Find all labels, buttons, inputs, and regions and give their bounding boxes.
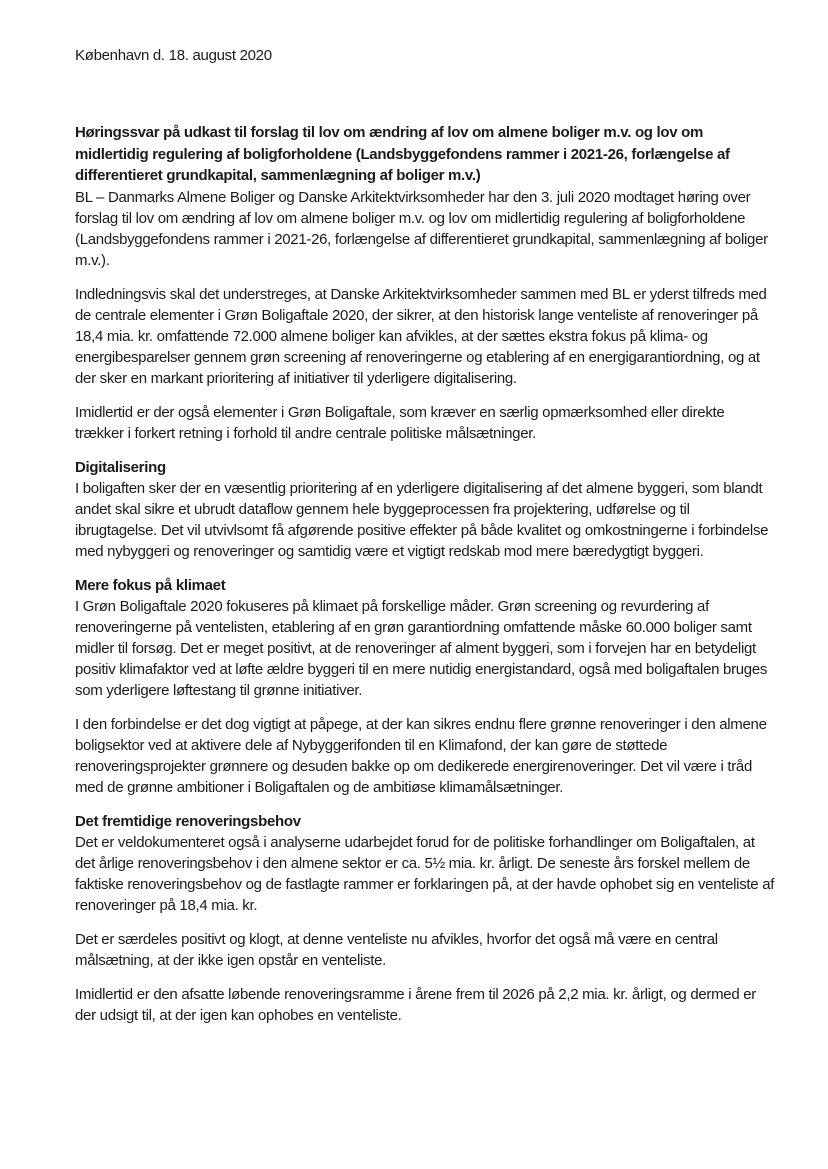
section-paragraph: Imidlertid er den afsatte løbende renoveringsramme i årene frem til 2026 på 2,2 mia. kr. årligt, og dermed er der udsigt til, at der igen kan ophobes en venteliste. — [75, 985, 756, 1024]
lead-paragraph: Indledningsvis skal det understreges, at Danske Arkitektvirksomheder sammen med BL er yderst tilfreds med de centrale elementer i Grøn Boligaftale 2020, der sikrer, at den historisk lange venteliste af renoveringer på 18,4 mia. kr. omfattende 72.000 almene boliger kan afvikles, at der sættes ekstra fokus på klima- og energibesparelser gennem grøn screening af renoveringerne og etablering af en energigarantiordning, og at der sker en markant prioritering af initiativer til yderligere digitalisering. — [75, 285, 767, 387]
section-heading: Mere fokus på klimaet — [75, 576, 226, 594]
section-klimaet — [75, 575, 775, 798]
section-paragraph: Det er særdeles positivt og klogt, at denne venteliste nu afvikles, hvorfor det også må være en central målsætning, at der ikke igen opstår en venteliste. — [75, 930, 718, 969]
document-title: Høringssvar på udkast til forslag til lov om ændring af lov om almene boliger m.v. og lov om midlertidig regulering af boligforholdene (Landsbyggefondens rammer i 2021-26, forlængelse af differentieret grundkapital, sammenlægning af boliger m.v.) — [75, 124, 730, 184]
section-paragraph: I boligaften sker der en væsentlig prioritering af en yderligere digitalisering af det almene byggeri, som blandt andet skal sikre et ubrudt dataflow gennem hele byggeprocessen fra projektering, udførelse og til ibrugtagelse. Det vil utvivlsomt få afgørende positive effekter på både kvalitet og omkostningerne i forbindelse med nybyggeri og renoveringer og samtidig være et vigtigt redskab mod mere bæredygtigt byggeri. — [75, 479, 769, 560]
section-digitalisering — [75, 457, 775, 562]
date-line: København d. 18. august 2020 — [75, 47, 272, 64]
document-content — [75, 45, 775, 1039]
section-heading: Det fremtidige renoveringsbehov — [75, 812, 301, 830]
intro-paragraph: BL – Danmarks Almene Boliger og Danske Arkitektvirksomheder har den 3. juli 2020 modtaget høring over forslag til lov om ændring af lov om almene boliger m.v. og lov om midlertidig regulering af boligforholdene (Landsbyggefondens rammer i 2021-26, forlængelse af differentieret grundkapital, sammenlægning af boliger m.v.). — [75, 188, 768, 269]
lead-paragraph: Imidlertid er der også elementer i Grøn Boligaftale, som kræver en særlig opmærksomhed eller direkte trækker i forkert retning i forhold til andre centrale politiske målsætninger. — [75, 403, 725, 442]
section-renoveringsbehov — [75, 811, 775, 1026]
section-paragraph: Det er veldokumenteret også i analyserne udarbejdet forud for de politiske forhandlinger om Boligaftalen, at det årlige renoveringsbehov i den almene sektor er ca. 5½ mia. kr. årligt. De seneste års forskel mellem de faktiske renoveringsbehov og de fastlagte rammer er forklaringen på, at der havde ophobet sig en venteliste af renoveringer på 18,4 mia. kr. — [75, 833, 775, 914]
section-paragraph: I Grøn Boligaftale 2020 fokuseres på klimaet på forskellige måder. Grøn screening og revurdering af renoveringerne på ventelisten, etablering af en grøn garantiordning omfattende måske 60.000 boliger samt midler til forsøg. Det er meget positivt, at de renoveringer af alment byggeri, som i forvejen har en betydeligt positiv klimafaktor ved at løfte ældre byggeri til en mere nutidig energistandard, også med boligaftalen bruges som yderligere løftestang til grønne initiativer. — [75, 597, 768, 699]
section-paragraph: I den forbindelse er det dog vigtigt at påpege, at der kan sikres endnu flere grønne renoveringer i den almene boligsektor ved at aktivere dele af Nybyggerifonden til en Klimafond, der kan gøre de støttede renoveringsprojekter grønnere og desuden bakke op om dedikerede energirenoveringer. Det vil være i tråd med de grønne ambitioner i Boligaftalen og de ambitiøse klimamålsætninger. — [75, 715, 767, 796]
section-heading: Digitalisering — [75, 458, 166, 476]
